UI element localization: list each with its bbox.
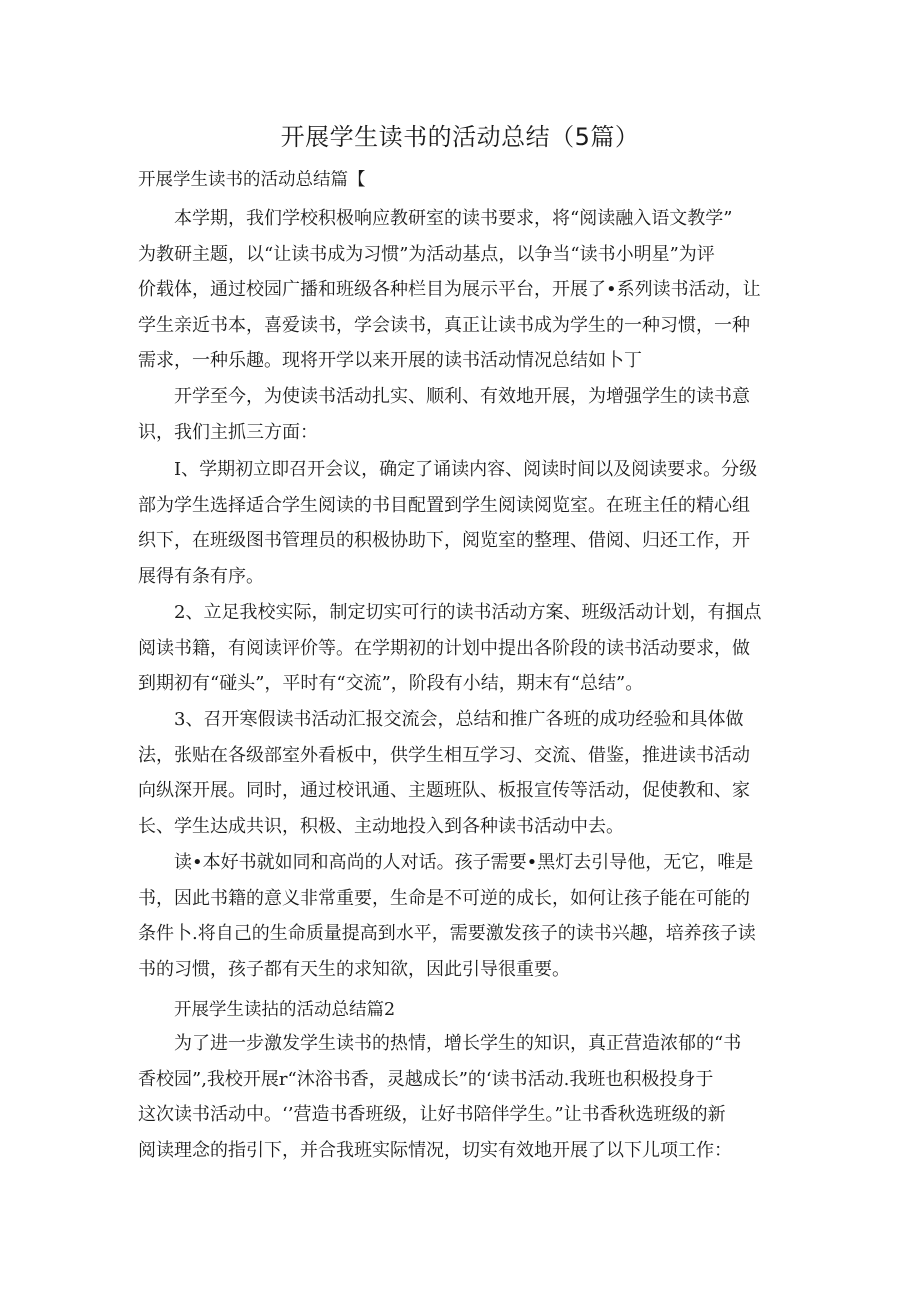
section-heading-2: 开展学生读拈的活动总结篇2 bbox=[174, 1000, 396, 1020]
paragraph-line: 到期初有“碰头”，平时有“交流”，阶段有小结，期末有“总结”。 bbox=[138, 673, 644, 695]
paragraph-line: 识，我们主抓三方面： bbox=[138, 421, 318, 443]
paragraph-reading-value bbox=[138, 845, 788, 987]
section-heading-1: 开展学生读书的活动总结篇【 bbox=[138, 170, 366, 190]
paragraph-line: 阅读书籍，有阅读评价等。在学期初的计划中提出各阶段的读书活动要求，做 bbox=[138, 637, 750, 659]
paragraph-point-2 bbox=[138, 595, 788, 702]
paragraph-line: 为了进一步激发学生读书的热情，增长学生的知识，真正营造浓郁的“书 bbox=[174, 1033, 742, 1054]
paragraph-line: 价载体，通过校园广播和班级各种栏目为展示平台，开展了•系列读书活动，让 bbox=[138, 279, 761, 301]
paragraph-line: 织下，在班级图书管理员的积极协助下，阅览室的整理、借阅、归还工作，开 bbox=[138, 530, 750, 552]
paragraph-line: 阅读理念的指引下，并合我班实际情况，切实有效地开展了以下儿项工作： bbox=[138, 1139, 732, 1161]
paragraph-line: 学生亲近书本，喜爱读书，学会读书，真正让读书成为学生的一种习惯，一种 bbox=[138, 314, 750, 336]
paragraph-line: I、学期初立即召开会议，确定了诵读内容、阅读时间以及阅读要求。分级 bbox=[174, 459, 758, 480]
paragraph-line: 法，张贴在各级部室外看板中，供学生相互学习、交流、借鉴，推进读书活动 bbox=[138, 744, 750, 766]
paragraph-point-3 bbox=[138, 702, 788, 844]
paragraph-line: 香校园”,我校开展r“沐浴书香，灵越成长”的‘读书活动.我班也积极投身于 bbox=[138, 1068, 714, 1090]
paragraph-line: 2、立足我校实际，制定切实可行的读书活动方案、班级活动计划，有掴点 bbox=[174, 602, 762, 623]
paragraph-line: 需求，一种乐趣。现将开学以来开展的读书活动情况总结如卜丁 bbox=[138, 350, 642, 372]
paragraph-line: 书的习惯，孩子都有天生的求知欲，因此引导很重要。 bbox=[138, 958, 570, 980]
paragraph-line: 展得有条有序。 bbox=[138, 565, 264, 587]
document-title: 开展学生读书的活动总结（5篇） bbox=[280, 123, 640, 151]
paragraph-line: 向纵深开展。同时，通过校讯通、主题班队、板报宣传等活动，促使教和、家 bbox=[138, 780, 750, 802]
paragraph-line: 开学至今，为使读书活动扎实、顺利、有效地开展，为增强学生的读书意 bbox=[174, 386, 750, 407]
paragraph-line: 长、学生达成共识，积极、主动地投入到各种读书活动中去。 bbox=[138, 815, 624, 837]
paragraph-line: 为教研主题，以“让读书成为习惯”为活动基点，以争当“读书小明星”为评 bbox=[138, 243, 715, 265]
paragraph-line: 本学期，我们学校积极响应教研室的读书要求，将“阅读融入语文教学” bbox=[174, 208, 733, 229]
paragraph-line: 书，因此书籍的意义非常重要，生命是不可逆的成长，如何让孩子能在可能的 bbox=[138, 887, 750, 909]
paragraph-section2-intro bbox=[138, 1026, 788, 1168]
paragraph-line: 部为学生选择适合学生阅读的书目配置到学生阅读阅览室。在班主任的精心组 bbox=[138, 494, 750, 516]
paragraph-overview bbox=[138, 379, 788, 450]
paragraph-line: 3、召开寒假读书活动汇报交流会，总结和推广各班的成功经验和具体做 bbox=[174, 709, 744, 730]
paragraph-line: 读•本好书就如同和高尚的人对话。孩子需要•黑灯去引导他，无它，唯是 bbox=[174, 852, 754, 873]
paragraph-line: 条件卜.将自己的生命质量提高到水平，需要激发孩子的读书兴趣，培养孩子读 bbox=[138, 923, 756, 945]
paragraph-intro bbox=[138, 201, 788, 379]
paragraph-line: 这次读书活动中。‘’营造书香班级，让好书陪伴学生。”让书香秋选班级的新 bbox=[138, 1104, 726, 1126]
paragraph-point-1 bbox=[138, 452, 788, 594]
